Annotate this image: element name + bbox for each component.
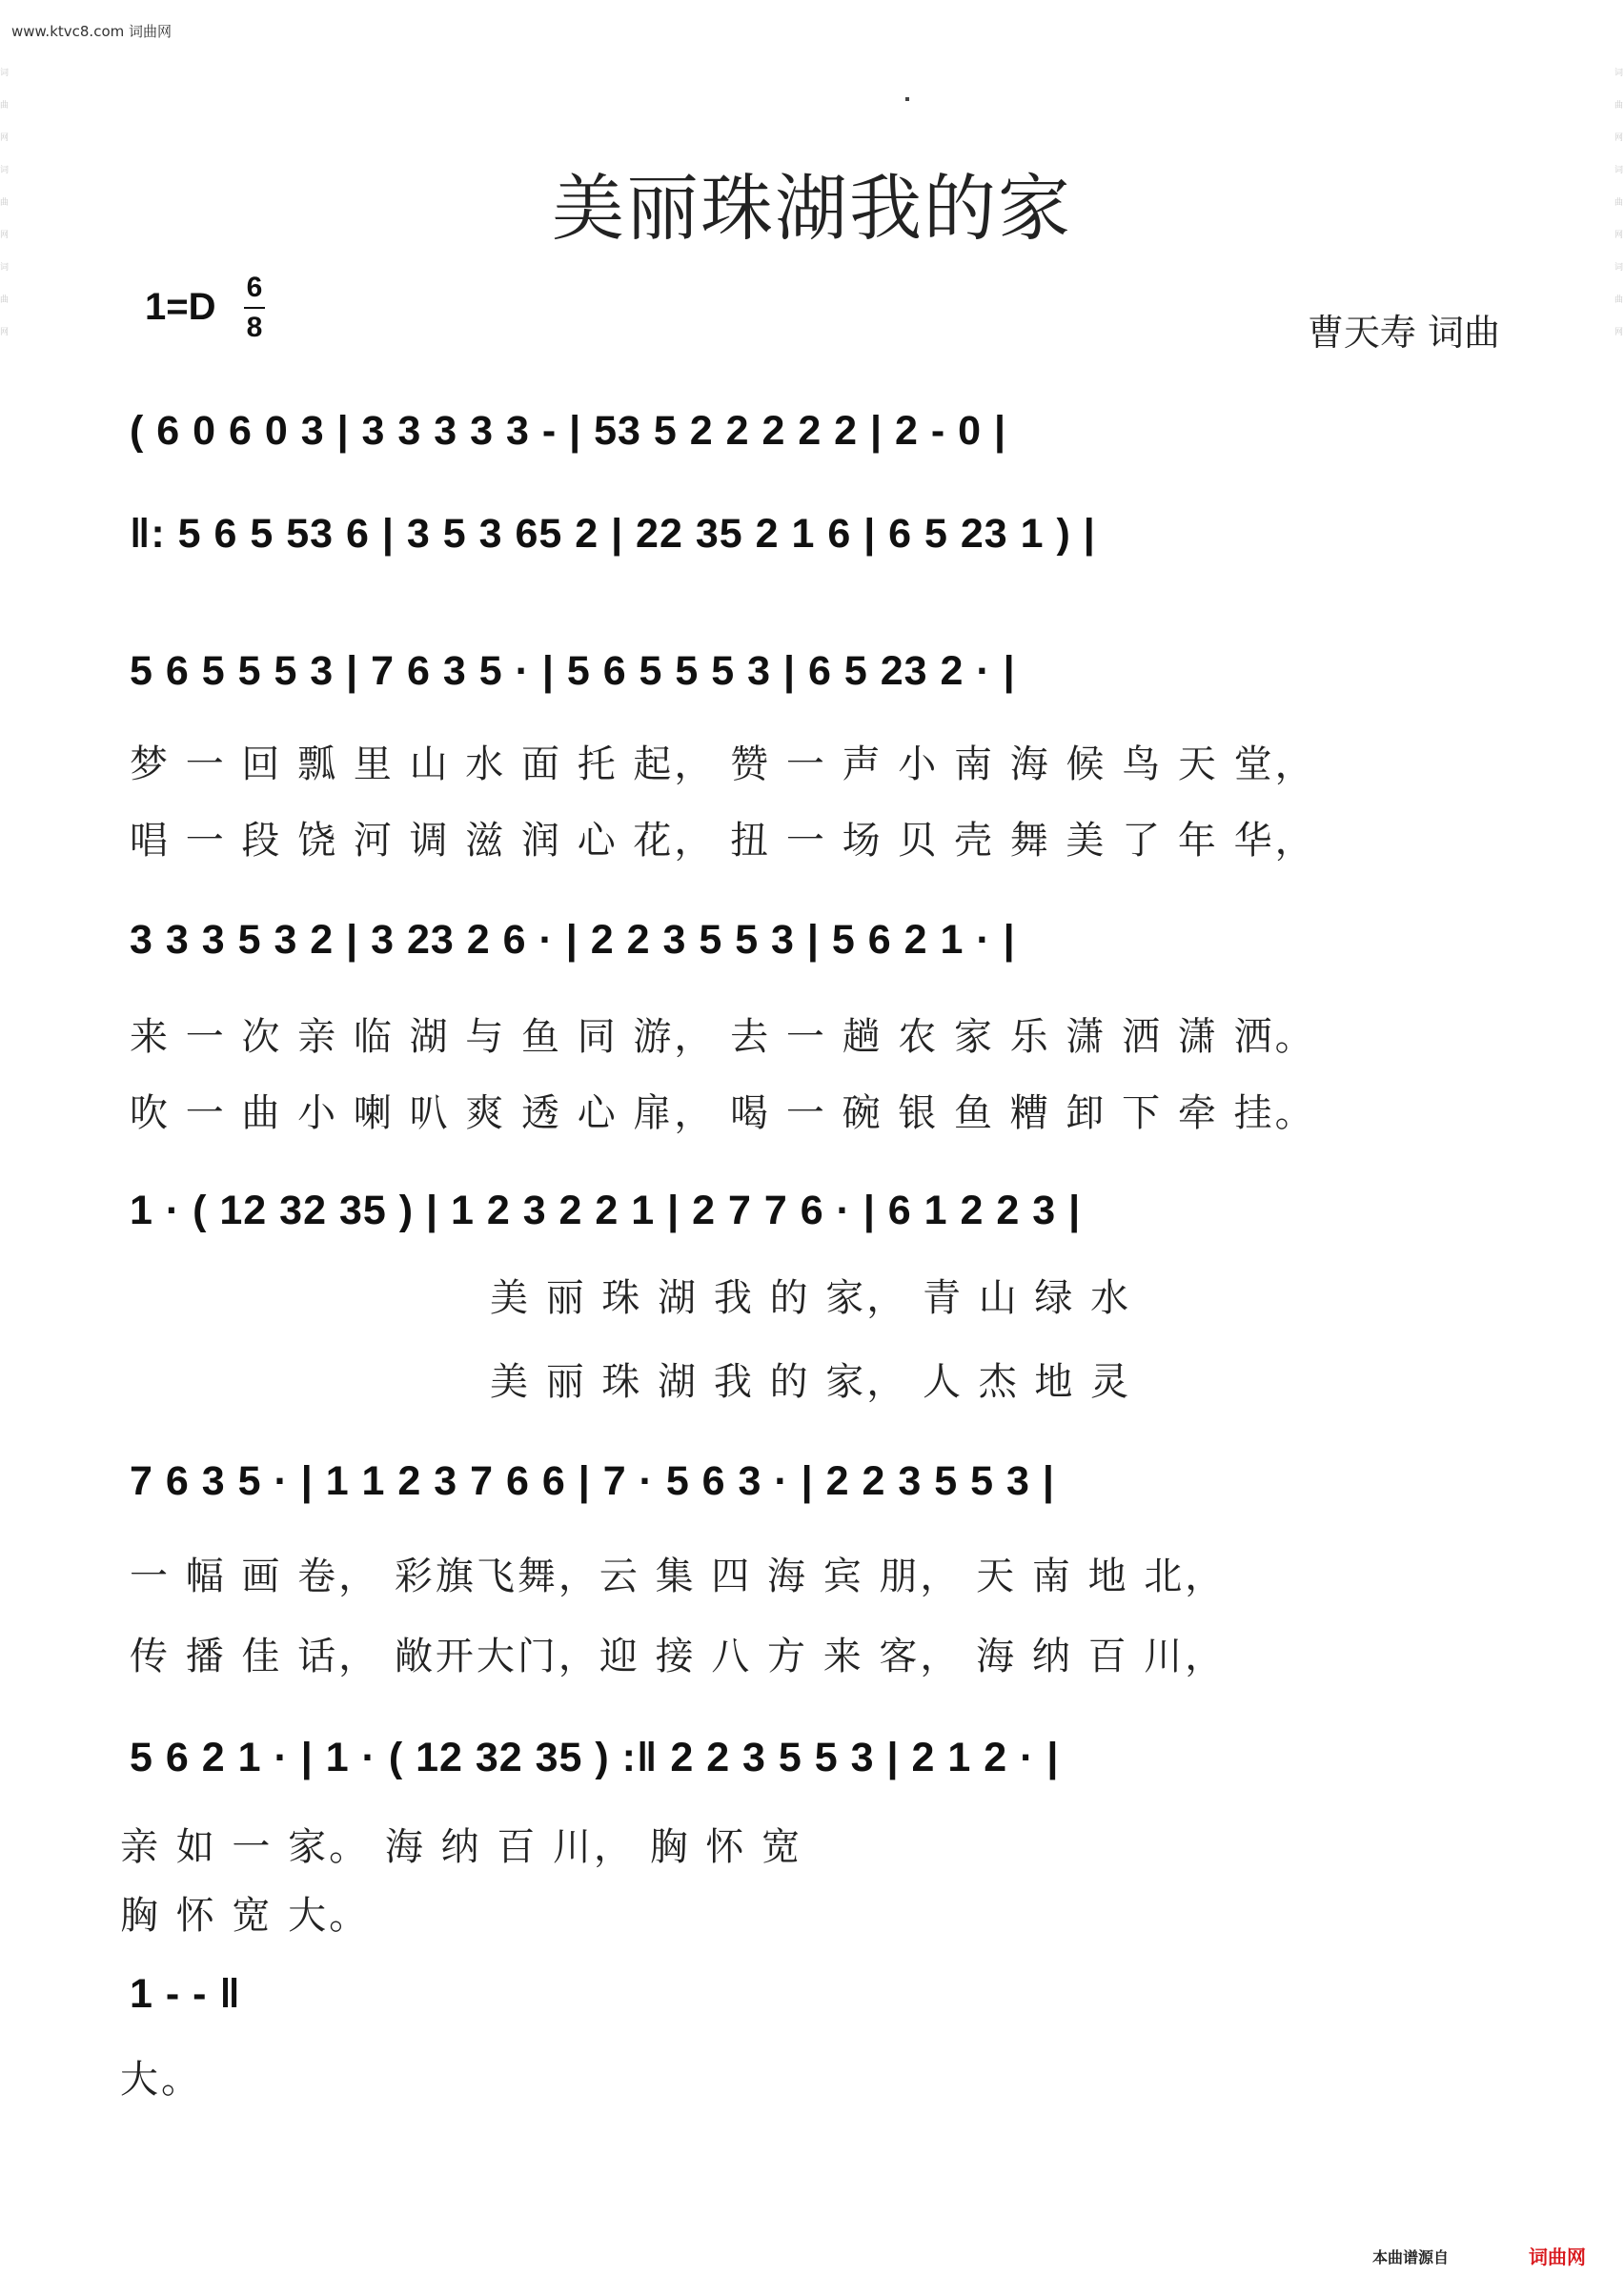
notation-line-1: ( 6 0 6 0 3 | 3 3 3 3 3 - | 53 5 2 2 2 2 2 | 2 - 0 | xyxy=(130,408,1007,454)
lyric-line-3a: 梦 一 回 瓢 里 山 水 面 托 起， 赞 一 声 小 南 海 候 鸟 天 堂， xyxy=(130,742,1316,786)
notation-line-4: 3 3 3 5 3 2 | 3 23 2 6 · | 2 2 3 5 5 3 | 5 6 2 1 · | xyxy=(130,917,1016,963)
time-sig-bottom: 8 xyxy=(246,312,263,343)
notation-line-2: ‖: 5 6 5 53 6 | 3 5 3 65 2 | 22 35 2 1 6 | 6 5 23 1 ) | xyxy=(130,511,1096,557)
lyric-line-5a: 美 丽 珠 湖 我 的 家， 青 山 绿 水 xyxy=(490,1276,1132,1320)
notation-line-8: 1 - - ‖ xyxy=(130,1971,241,2017)
left-watermark: 词曲网 词曲网 词曲网 xyxy=(0,69,10,337)
notation-line-6: 7 6 3 5 · | 1 1 2 3 7 6 6 | 7 · 5 6 3 · | 2 2 3 5 5 3 | xyxy=(130,1458,1055,1504)
lyric-line-4a: 来 一 次 亲 临 湖 与 鱼 同 游， 去 一 趟 农 家 乐 潇 洒 潇 洒。 xyxy=(130,1015,1316,1059)
lyric-line-8: 大。 xyxy=(120,2058,202,2102)
lyric-line-7b: 胸 怀 宽 大。 xyxy=(120,1894,371,1938)
footer-brand[interactable]: 词曲网 xyxy=(1529,2246,1586,2268)
footer-source: 本曲谱源自 xyxy=(1372,2248,1450,2267)
notation-line-7: 5 6 2 1 · | 1 · ( 12 32 35 ) :‖ 2 2 3 5 5 3 | 2 1 2 · | xyxy=(130,1735,1060,1780)
author-credit: 曹天寿 词曲 xyxy=(1307,312,1500,354)
lyric-line-3b: 唱 一 段 饶 河 调 滋 润 心 花， 扭 一 场 贝 壳 舞 美 了 年 华， xyxy=(130,819,1316,863)
site-url: www.ktvc8.com 词曲网 xyxy=(11,23,173,40)
lyric-line-6b: 传 播 佳 话， 敞开大门，迎 接 八 方 来 客， 海 纳 百 川， xyxy=(130,1635,1227,1678)
time-signature xyxy=(244,269,265,347)
lyric-line-7a: 亲 如 一 家。 海 纳 百 川， 胸 怀 宽 xyxy=(120,1825,803,1869)
page-title: 美丽珠湖我的家 xyxy=(552,166,1072,251)
time-sig-top: 6 xyxy=(246,272,263,303)
right-watermark: 词曲网 词曲网 词曲网 xyxy=(1614,69,1624,337)
key-signature: 1=D xyxy=(145,286,216,328)
page-mark xyxy=(905,97,909,101)
notation-line-3: 5 6 5 5 5 3 | 7 6 3 5 · | 5 6 5 5 5 3 | 6 5 23 2 · | xyxy=(130,648,1016,694)
lyric-line-6a: 一 幅 画 卷， 彩旗飞舞，云 集 四 海 宾 朋， 天 南 地 北， xyxy=(130,1555,1227,1598)
notation-line-5: 1 · ( 12 32 35 ) | 1 2 3 2 2 1 | 2 7 7 6 · | 6 1 2 2 3 | xyxy=(130,1188,1082,1233)
lyric-line-5b: 美 丽 珠 湖 我 的 家， 人 杰 地 灵 xyxy=(490,1360,1132,1404)
lyric-line-4b: 吹 一 曲 小 喇 叭 爽 透 心 扉， 喝 一 碗 银 鱼 糟 卸 下 牵 挂。 xyxy=(130,1091,1316,1135)
